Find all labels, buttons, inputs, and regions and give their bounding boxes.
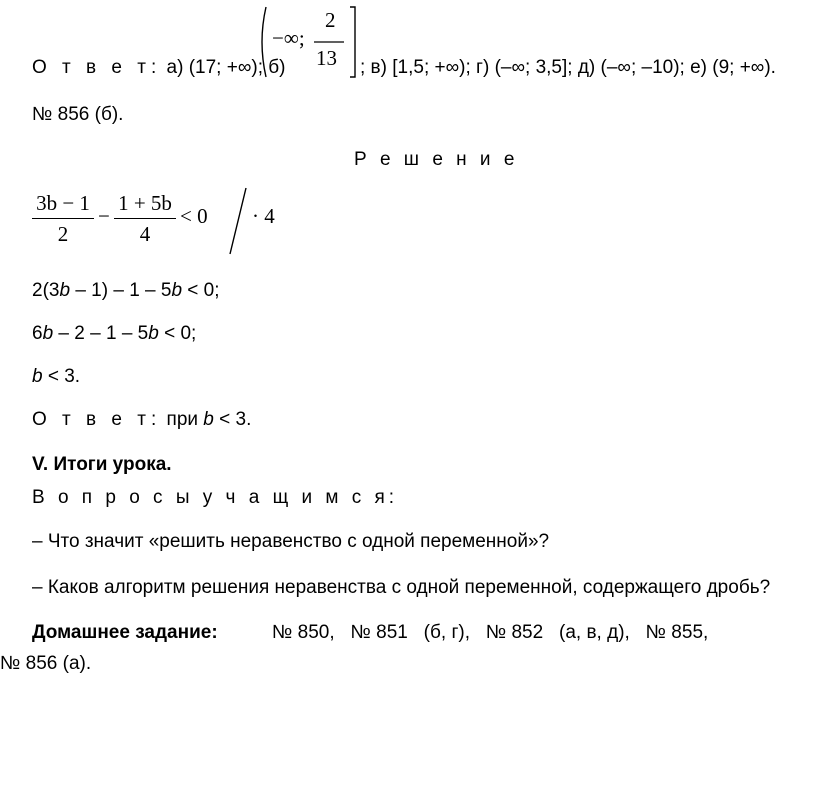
step-3 — [32, 365, 80, 389]
slash-divider — [226, 186, 250, 256]
section-heading: V. Итоги урока. — [32, 454, 172, 475]
step-3-var: b — [32, 366, 43, 387]
minus-sign: − — [98, 204, 110, 228]
question-2: – Каков алгоритм решения неравенства с одной переменной, содержащего дробь? — [32, 577, 771, 598]
fraction-1-denominator: 2 — [57, 222, 69, 246]
multiplier: · 4 — [252, 204, 275, 228]
step-2-var: b — [42, 323, 54, 344]
questions-label: В о п р о с ы у ч а щ и м с я: — [32, 487, 399, 508]
fraction-2-numerator: 1 + 5b — [118, 191, 172, 215]
answer-line-2 — [32, 408, 251, 432]
homework-list: № 850, № 851 (б, г), № 852 (а, в, д), № 855, — [272, 622, 709, 643]
homework-line-2: № 856 (а). — [0, 653, 92, 674]
answer-line-1 — [32, 56, 285, 80]
step-2-c: – 2 – 1 – 5 — [53, 323, 149, 344]
answer-2-label: О т в е т: — [32, 409, 162, 430]
step-3-b: < 3. — [42, 366, 81, 387]
interval-denominator: 13 — [316, 46, 337, 70]
fraction-2-denominator: 4 — [139, 222, 151, 246]
step-1 — [32, 279, 220, 303]
step-1-var2: b — [171, 280, 183, 301]
step-2-e: < 0; — [158, 323, 197, 344]
fraction-1-numerator: 3b − 1 — [36, 191, 90, 215]
fraction-2 — [114, 190, 176, 247]
step-2-var2: b — [148, 323, 159, 344]
homework-label: Домашнее задание: — [32, 622, 218, 643]
solution-heading: Р е ш е н и е — [354, 149, 519, 170]
answer-2-c: < 3. — [213, 409, 252, 430]
step-2 — [32, 322, 196, 346]
question-1: – Что значит «решить неравенство с одной переменной»? — [32, 531, 550, 552]
interval-numerator: 2 — [325, 8, 336, 32]
interval-left: −∞; — [272, 26, 305, 50]
answer-2-a: при — [166, 409, 204, 430]
answer-2-var: b — [203, 409, 214, 430]
relation: < 0 — [180, 204, 208, 228]
fraction-1 — [32, 190, 94, 247]
step-1-c: – 1) – 1 – 5 — [70, 280, 172, 301]
step-2-a: 6 — [32, 323, 43, 344]
step-1-e: < 0; — [182, 280, 220, 301]
homework-line-1 — [32, 621, 709, 645]
answer-rest: ; в) [1,5; +∞); г) (–∞; 3,5]; д) (–∞; –10); е) (9; +∞). — [360, 57, 776, 78]
answer-part-a: а) (17; +∞); б) — [166, 57, 286, 78]
step-1-var: b — [59, 280, 71, 301]
answer-label: О т в е т: — [32, 57, 162, 78]
problem-number: № 856 (б). — [32, 104, 124, 125]
step-1-a: 2(3 — [32, 280, 60, 301]
